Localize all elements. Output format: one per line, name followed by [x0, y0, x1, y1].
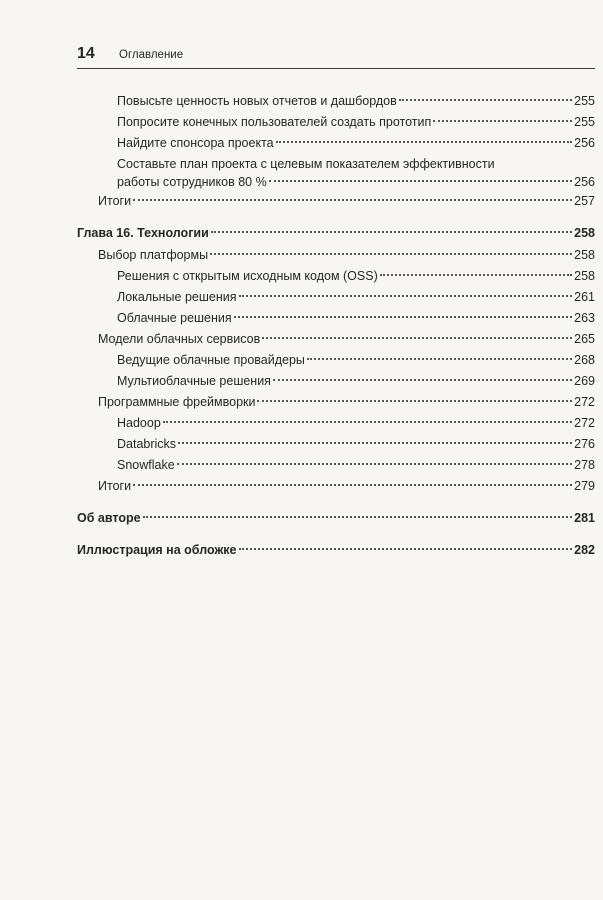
toc-entry-page: 256 [574, 175, 595, 189]
dot-leader [399, 99, 572, 101]
toc-entry-label: Повысьте ценность новых отчетов и дашбордов [117, 94, 397, 108]
toc-entry [98, 246, 595, 264]
toc-entry-page: 272 [574, 416, 595, 430]
dot-leader [163, 421, 572, 423]
toc-entry-page: 269 [574, 374, 595, 388]
toc-entry [98, 393, 595, 411]
toc-entry-page: 255 [574, 94, 595, 108]
toc-entry-page: 263 [574, 311, 595, 325]
toc-entry-page: 282 [574, 543, 595, 557]
toc-entry-page: 256 [574, 136, 595, 150]
toc-entry-label-line1: Составьте план проекта с целевым показателем эффективности [117, 157, 495, 171]
toc-entry [117, 435, 595, 453]
running-header [77, 44, 595, 69]
toc-entry-label: Итоги [98, 194, 132, 208]
toc-entry-label: Найдите спонсора проекта [117, 136, 274, 150]
toc-chapter-entry [77, 509, 595, 527]
toc-entry-page: 268 [574, 353, 595, 367]
toc-entry-label: Облачные решения [117, 311, 232, 325]
running-header-title: Оглавление [119, 49, 184, 61]
toc-entry-label: Databricks [117, 437, 177, 451]
toc-entry-label: Hadoop [117, 416, 161, 430]
dot-leader [273, 379, 572, 381]
toc-entry-label: Программные фреймворки [98, 395, 256, 409]
dot-leader [133, 484, 572, 486]
toc-entry [117, 456, 595, 474]
toc-entry [117, 113, 595, 131]
dot-leader [211, 231, 572, 233]
toc-entry-label: Итоги [98, 479, 132, 493]
toc-entry-page: 281 [574, 511, 595, 525]
dot-leader [262, 337, 572, 339]
toc-entry-page: 258 [574, 269, 595, 283]
toc-entry [117, 288, 595, 306]
toc-entry-label: Локальные решения [117, 290, 237, 304]
dot-leader [307, 358, 572, 360]
toc-entry-label: Модели облачных сервисов [98, 332, 261, 346]
toc-entry-page: 261 [574, 290, 595, 304]
dot-leader [239, 548, 573, 550]
page-number: 14 [77, 45, 95, 62]
toc-entry-page: 257 [574, 194, 595, 208]
toc-entry-page: 265 [574, 332, 595, 346]
toc-entry-label: Выбор платформы [98, 248, 209, 262]
toc-entry-page: 272 [574, 395, 595, 409]
toc-entry [98, 192, 595, 210]
dot-leader [269, 180, 572, 182]
toc-entry-page: 258 [574, 248, 595, 262]
toc-entry [117, 267, 595, 285]
toc-entry-label: Мультиоблачные решения [117, 374, 271, 388]
dot-leader [143, 516, 573, 518]
toc-entry [117, 414, 595, 432]
toc-entry-label: Глава 16. Технологии [77, 226, 209, 240]
toc-entry-label: работы сотрудников 80 % [117, 175, 267, 189]
toc-entry [117, 92, 595, 110]
toc-entry-page: 278 [574, 458, 595, 472]
toc-entry [117, 309, 595, 327]
toc-entry-page: 258 [574, 226, 595, 240]
toc-entry [117, 351, 595, 369]
dot-leader [178, 442, 572, 444]
dot-leader [177, 463, 572, 465]
toc-entry [98, 330, 595, 348]
toc-entry [98, 477, 595, 495]
toc-entry [117, 173, 595, 191]
toc-entry-label: Ведущие облачные провайдеры [117, 353, 305, 367]
toc-entry-page: 276 [574, 437, 595, 451]
toc-entry-label: Об авторе [77, 511, 141, 525]
toc-chapter-entry [77, 541, 595, 559]
toc-entry-label: Snowflake [117, 458, 175, 472]
dot-leader [210, 253, 572, 255]
toc-entry-label: Иллюстрация на обложке [77, 543, 237, 557]
toc-chapter-entry [77, 224, 595, 242]
dot-leader [380, 274, 572, 276]
toc-entry-label: Попросите конечных пользователей создать прототип [117, 115, 432, 129]
toc-entry-page: 279 [574, 479, 595, 493]
dot-leader [433, 120, 572, 122]
dot-leader [133, 199, 572, 201]
dot-leader [239, 295, 573, 297]
toc-entry-page: 255 [574, 115, 595, 129]
toc-entry [117, 372, 595, 390]
dot-leader [276, 141, 573, 143]
dot-leader [234, 316, 572, 318]
dot-leader [257, 400, 572, 402]
toc-entry-label: Решения с открытым исходным кодом (OSS) [117, 269, 378, 283]
toc-entry [117, 134, 595, 152]
